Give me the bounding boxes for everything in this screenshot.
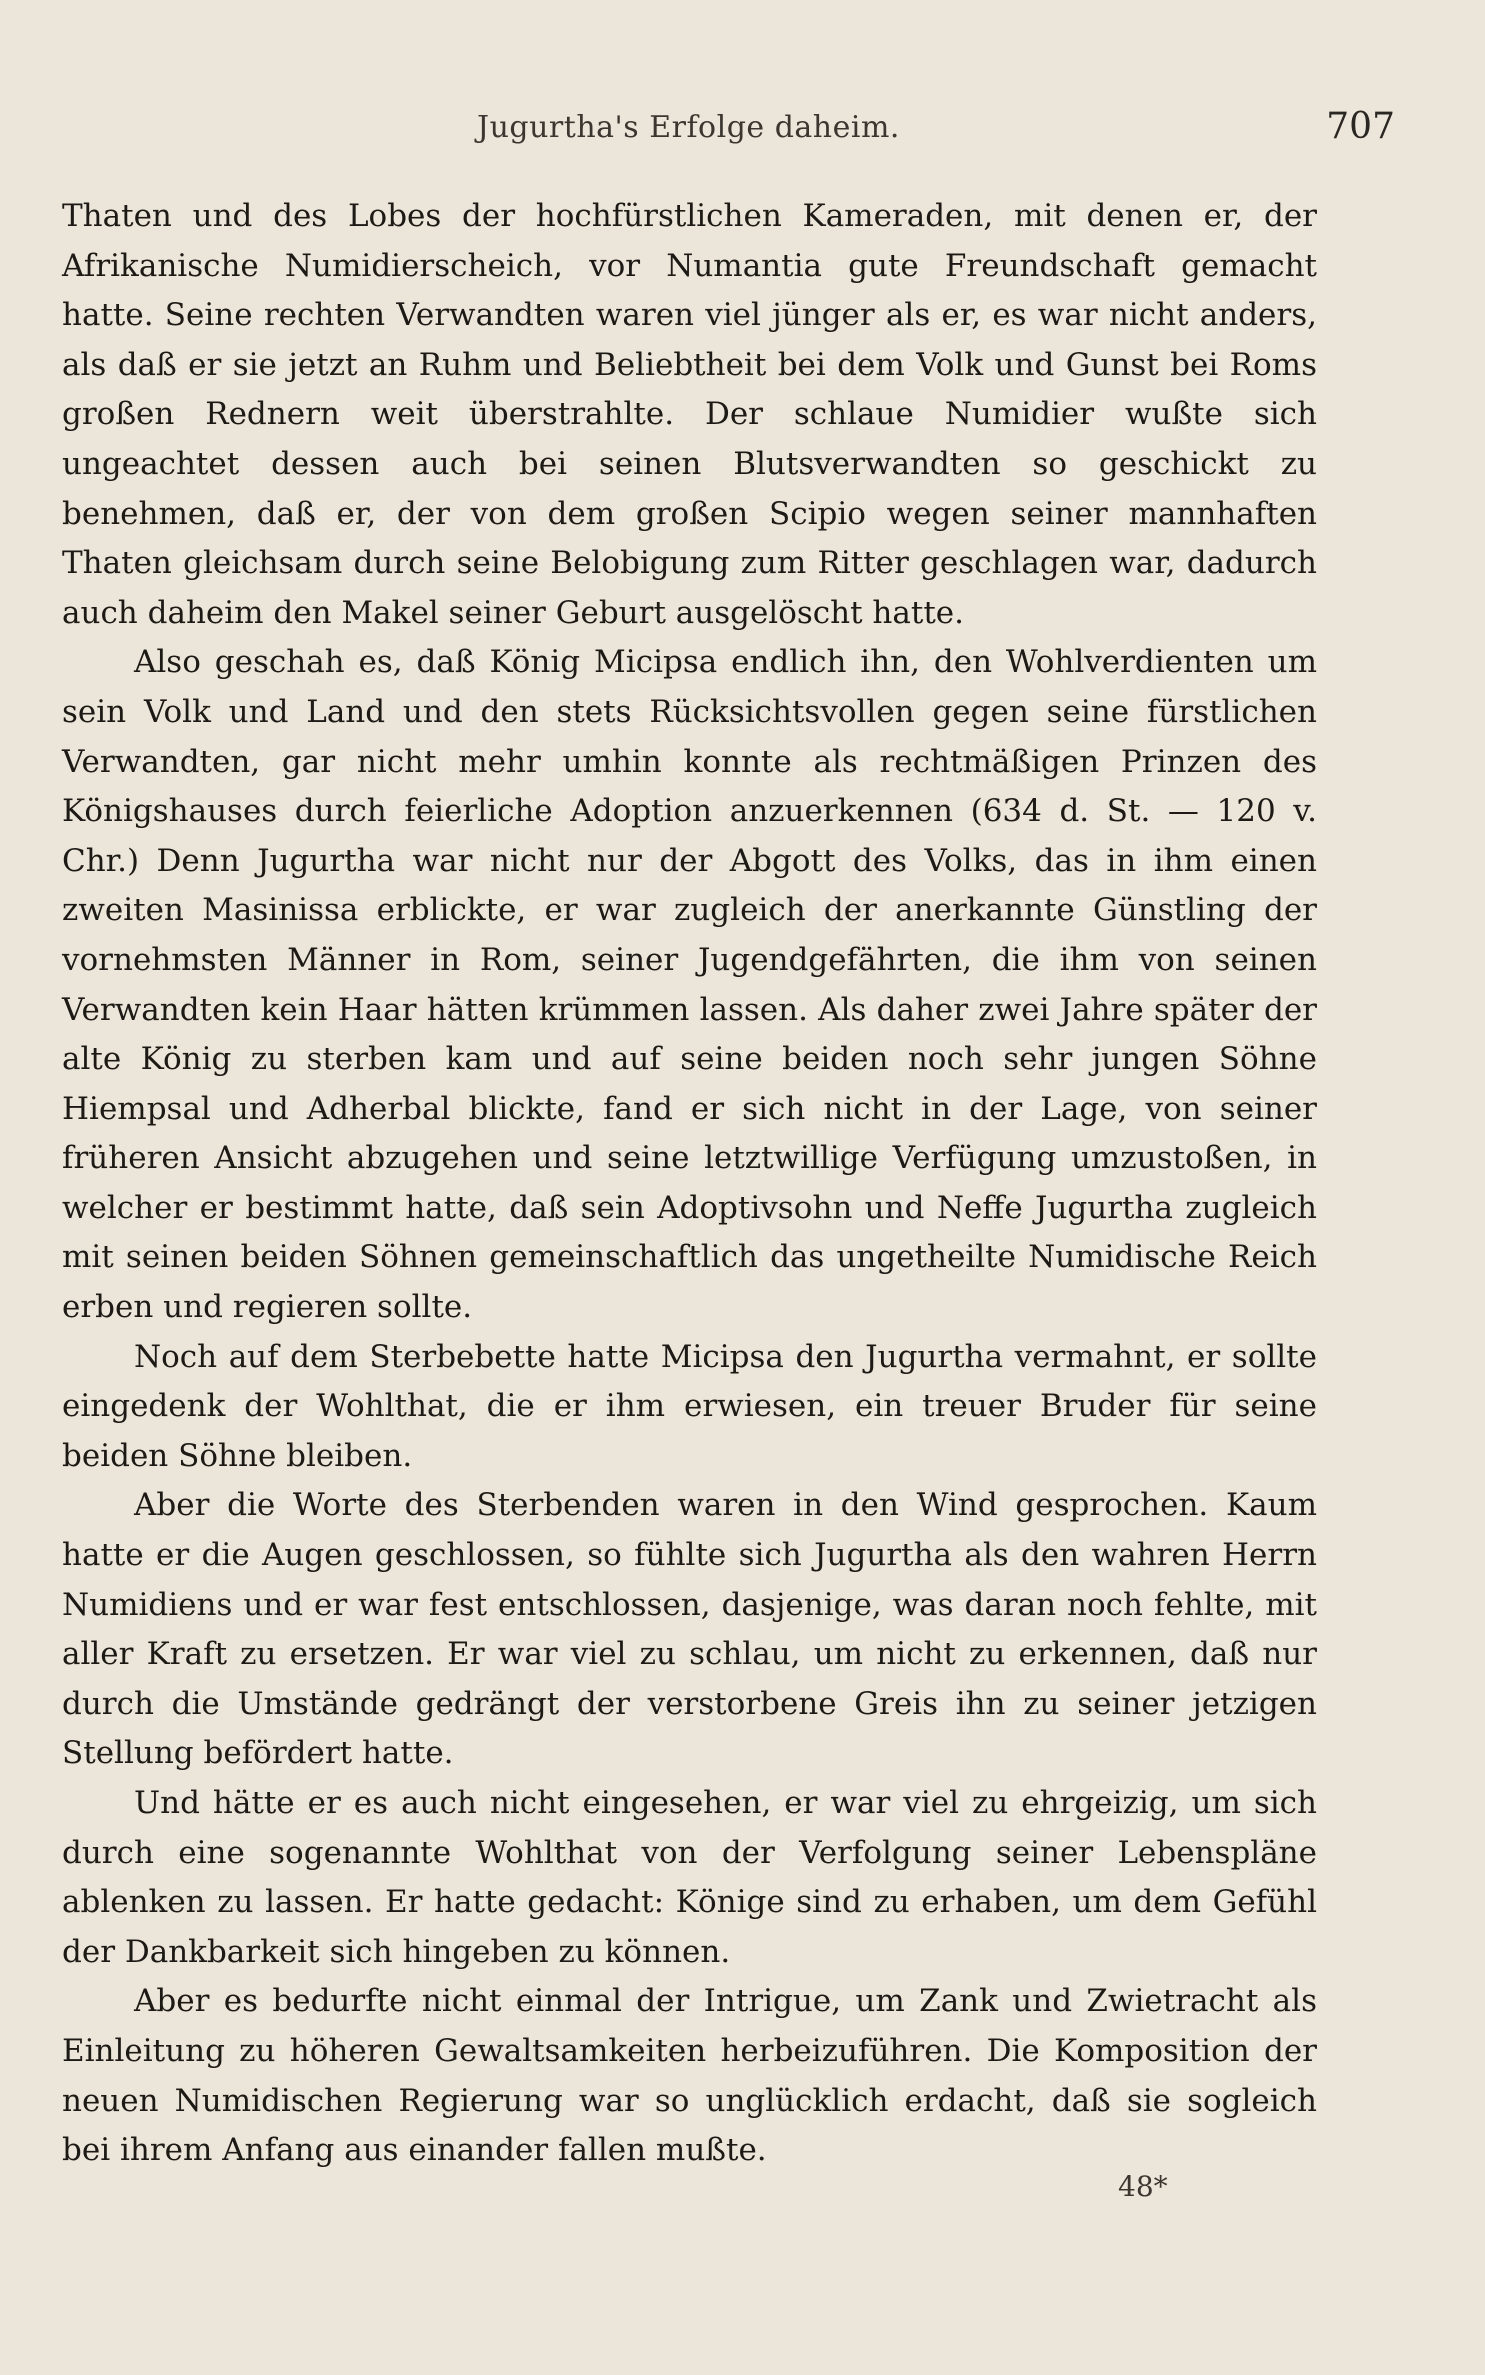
paragraph: Aber die Worte des Sterbenden waren in den Wind gesprochen. Kaum hatte er die Augen geschlossen, so fühlte sich Jugurtha als den wahren Herrn Numidiens und er war fest entschlossen, dasjenige, was daran noch fehlte, mit aller Kraft zu ersetzen. Er war viel zu schlau, um nicht zu erkennen, daß nur durch die Umstände gedrängt der verstorbene Greis ihn zu seiner jetzigen Stellung befördert hatte. [62, 1487, 1317, 1772]
running-title: Jugurtha's Erfolge daheim. [477, 110, 900, 145]
paragraph: Noch auf dem Sterbebette hatte Micipsa den Jugurtha vermahnt, er sollte eingedenk der Wohlthat, die er ihm erwiesen, ein treuer Bruder für seine beiden Söhne bleiben. [62, 1338, 1317, 1474]
body-text [62, 192, 1317, 2176]
paragraph: Thaten und des Lobes der hochfürstlichen Kameraden, mit denen er, der Afrikanische Numidierscheich, vor Numantia gute Freundschaft gemacht hatte. Seine rechten Verwandten waren viel jünger als er, es war nicht anders, als daß er sie jetzt an Ruhm und Beliebtheit bei dem Volk und Gunst bei Roms großen Rednern weit überstrahlte. Der schlaue Numidier wußte sich ungeachtet dessen auch bei seinen Blutsverwandten so geschickt zu benehmen, daß er, der von dem großen Scipio wegen seiner mannhaften Thaten gleichsam durch seine Belobigung zum Ritter geschlagen war, dadurch auch daheim den Makel seiner Geburt ausgelöscht hatte. [62, 198, 1317, 631]
page-header [62, 106, 1395, 160]
printer-signature-mark: 48* [1118, 2170, 1168, 2203]
paragraph: Und hätte er es auch nicht eingesehen, er war viel zu ehrgeizig, um sich durch eine sogenannte Wohlthat von der Verfolgung seiner Lebenspläne ablenken zu lassen. Er hatte gedacht: Könige sind zu erhaben, um dem Gefühl der Dankbarkeit sich hingeben zu können. [62, 1785, 1317, 1970]
page-number: 707 [1326, 106, 1395, 147]
paragraph: Also geschah es, daß König Micipsa endlich ihn, den Wohlverdienten um sein Volk und Land und den stets Rücksichtsvollen gegen seine fürstlichen Verwandten, gar nicht mehr umhin konnte als rechtmäßigen Prinzen des Königshauses durch feierliche Adoption anzuerkennen (634 d. St. — 120 v. Chr.) Denn Jugurtha war nicht nur der Abgott des Volks, das in ihm einen zweiten Masinissa erblickte, er war zugleich der anerkannte Günstling der vornehmsten Männer in Rom, seiner Jugendgefährten, die ihm von seinen Verwandten kein Haar hätten krümmen lassen. Als daher zwei Jahre später der alte König zu sterben kam und auf seine beiden noch sehr jungen Söhne Hiempsal und Adherbal blickte, fand er sich nicht in der Lage, von seiner früheren Ansicht abzugehen und seine letztwillige Verfügung umzustoßen, in welcher er bestimmt hatte, daß sein Adoptivsohn und Neffe Jugurtha zugleich mit seinen beiden Söhnen gemeinschaftlich das ungetheilte Numidische Reich erben und regieren sollte. [62, 644, 1317, 1326]
paragraph: Aber es bedurfte nicht einmal der Intrigue, um Zank und Zwietracht als Einleitung zu höheren Gewaltsamkeiten herbeizuführen. Die Komposition der neuen Numidischen Regierung war so unglücklich erdacht, daß sie sogleich bei ihrem Anfang aus einander fallen mußte. [62, 1983, 1317, 2169]
